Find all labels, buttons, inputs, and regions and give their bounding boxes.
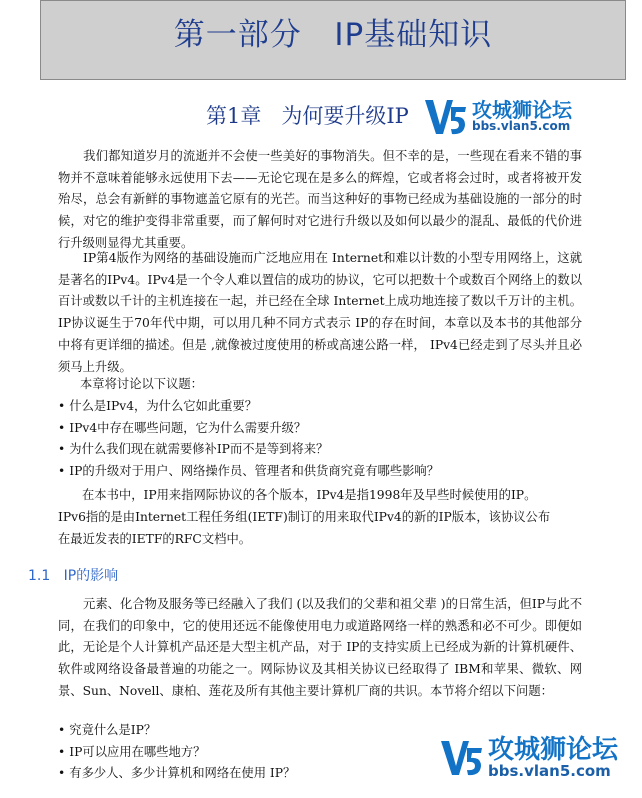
topics-lead: 本章将讨论以下议题： <box>80 377 203 391</box>
list-item: • IP的升级对于用户、网络操作员、管理者和供货商究竟有哪些影响？ <box>58 461 439 483</box>
list-item: • 有多少人、多少计算机和网络在使用 IP？ <box>58 763 295 785</box>
list-item: • IP可以应用在哪些地方？ <box>58 742 295 764</box>
list-item: • IPv4中存在哪些问题，它为什么需要升级？ <box>58 418 439 440</box>
intro-paragraph-2: IP第4版作为网络的基础设施而广泛地应用在 Internet和难以计数的小型专用网络上，这就是著名的IPv4。IPv4是一个令人难以置信的成功的协议，它可以把数十个或数百个网络上的数以百计或数以千计的主机连接在一起，并已经在全球 Internet上成功地连接了数以千万计的主机。IP协议诞生于70年代中期，可以用几种不同方式表示 IP的存在时间，本章以及本书的其他部分中将有更详细的描述。但是 ,就像被过度使用的桥或高速公路一样， IPv4已经走到了尽头并且必须马上升级。 <box>58 251 582 374</box>
topics-list <box>58 396 439 483</box>
intro-paragraph-1: 我们都知道岁月的流逝并不会使一些美好的事物消失。但不幸的是，一些现在看来不错的事物并不意味着能够永远使用下去——无论它现在是多么的辉煌，它或者将会过时，或者将被开发殆尽，总会有新鲜的事物遮盖它原有的光芒。而当这种好的事物已经成为基础设施的一部分的时候，对它的维护变得非常重要，而了解何时对它进行升级以及如何以最少的混乱、最低的代价进行升级则显得尤其重要。 <box>58 149 582 250</box>
watermark-logo-top <box>424 97 572 137</box>
part-title: 第一部分 IP基础知识 <box>173 17 493 53</box>
part-banner <box>40 0 626 80</box>
section-paragraph: 元素、化合物及服务等已经融入了我们 (以及我们的父辈和祖父辈 )的日常生活，但IP与此不同，在我们的印象中，它的使用还远不能像使用电力或道路网络一样的熟悉和必不可少。即便如此，无论是个人计算机产品还是大型主机产品，对于 IP的支持实质上已经成为新的计算机硬件、软件或网络设备最普遍的功能之一。网际协议及其相关协议已经取得了 IBM和苹果、微软、网景、Sun、Novell、康柏、莲花及所有其他主要计算机厂商的共识。本节将介绍以下问题： <box>58 597 582 698</box>
note-line-2: IPv6指的是由Internet工程任务组(IETF)制订的用来取代IPv4的新的IP版本，该协议公布 <box>58 510 551 524</box>
watermark-url: bbs.vlan5.com <box>488 762 611 780</box>
watermark-brand: 攻城狮论坛 <box>472 98 572 123</box>
list-item: • 究竟什么是IP？ <box>58 720 295 742</box>
v5-logo-icon <box>440 738 484 778</box>
note-line-1: 在本书中，IP用来指网际协议的各个版本，IPv4是指1998年及早些时候使用的IP。 <box>82 488 537 502</box>
questions-list <box>58 720 295 785</box>
watermark-brand: 攻城狮论坛 <box>488 735 619 765</box>
list-item: • 为什么我们现在就需要修补IP而不是等到将来？ <box>58 439 439 461</box>
v5-logo-icon <box>424 97 468 137</box>
list-item: • 什么是IPv4，为什么它如此重要？ <box>58 396 439 418</box>
watermark-logo-bottom <box>440 737 618 780</box>
note-line-3: 在最近发表的IETF的RFC文档中。 <box>58 532 252 546</box>
watermark-url: bbs.vlan5.com <box>472 119 571 134</box>
section-title: 1.1 IP的影响 <box>28 568 119 584</box>
chapter-title: 第1章 为何要升级IP <box>206 104 409 128</box>
